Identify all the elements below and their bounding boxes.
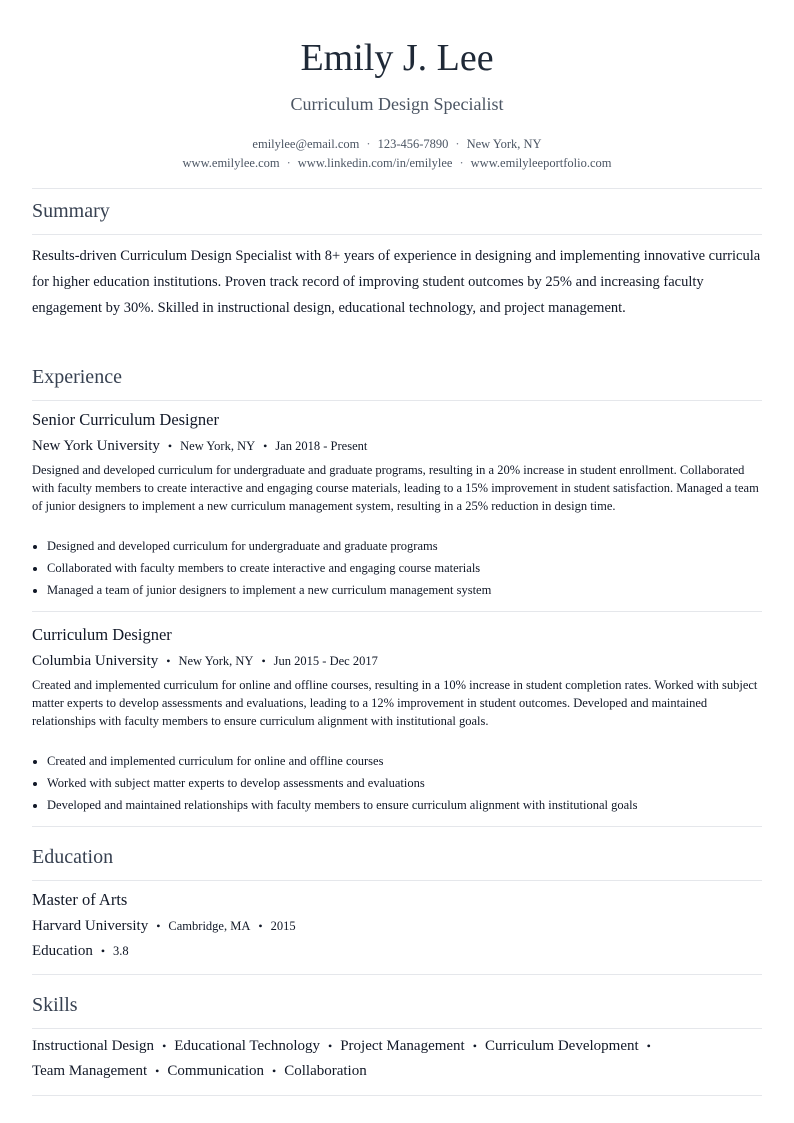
list-item: Developed and maintained relationships with faculty members to ensure curriculum alignment with institutional goals [32,794,762,816]
divider [32,234,762,235]
job-location: New York, NY [178,654,254,668]
field-of-study: Education [32,943,93,959]
candidate-name: Emily J. Lee [300,37,494,79]
candidate-title: Curriculum Design Specialist [290,94,504,114]
job-location: New York, NY [180,439,256,453]
job-bullets [32,750,762,816]
portfolio-link[interactable]: www.emilyleeportfolio.com [470,156,612,170]
separator-dot: • [472,1039,477,1053]
phone-text: 123-456-7890 [377,137,449,151]
website-link[interactable]: www.emilylee.com [182,156,280,170]
separator-dot: • [261,654,266,668]
job-dates: Jan 2018 - Present [275,439,368,453]
summary-heading: Summary [32,200,110,222]
skill-item: Team Management [32,1063,148,1079]
education-heading: Education [32,846,114,868]
experience-heading: Experience [32,366,122,388]
summary-text: Results-driven Curriculum Design Specialist with 8+ years of experience in designing and implementing innovative curricula for higher education institutions. Proven track record of improving student outcomes by 25% and increasing faculty engagement by 30%. Skilled in instructional design, educational technology, and project management. [32,248,761,316]
separator-dot: • [167,439,173,453]
separator-dot: · [455,137,460,151]
list-item: Collaborated with faculty members to create interactive and engaging course materials [32,557,762,579]
employer: Columbia University [32,653,159,669]
job-dates: Jun 2015 - Dec 2017 [273,654,378,668]
separator-dot: • [166,654,171,668]
list-item: Worked with subject matter experts to develop assessments and evaluations [32,772,762,794]
gpa: 3.8 [113,944,129,958]
separator-dot: • [155,1064,160,1078]
field-meta [32,941,129,961]
job-meta [32,651,378,671]
skill-item: Educational Technology [174,1038,320,1054]
list-item: Designed and developed curriculum for undergraduate and graduate programs [32,535,762,557]
separator-dot: • [258,919,263,933]
divider [32,400,762,401]
skills-list [32,1034,762,1084]
job-title: Senior Curriculum Designer [32,410,219,429]
separator-dot: • [156,919,161,933]
separator-dot: • [263,439,268,453]
skill-item: Collaboration [284,1063,367,1079]
divider [32,880,762,881]
separator-dot: · [286,156,291,170]
graduation-year: 2015 [270,919,296,933]
skill-item: Instructional Design [32,1038,155,1054]
employer: New York University [32,438,160,454]
job-title: Curriculum Designer [32,625,172,644]
job-meta [32,436,367,456]
separator-dot: · [459,156,464,170]
email-link[interactable]: emilylee@email.com [252,137,360,151]
separator-dot: • [162,1039,167,1053]
divider [32,188,762,189]
job-description: Created and implemented curriculum for online and offline courses, resulting in a 10% increase in student completion rates. Worked with subject matter experts to develop assessments and evaluations, leading to a 12% improvement in student outcomes. Developed and maintained relationships with faculty members to ensure curriculum alignment with institutional goals. [32,678,758,728]
skill-item: Curriculum Development [484,1038,639,1054]
separator-dot: • [327,1039,333,1053]
separator-dot: • [100,944,106,958]
divider [32,611,762,612]
divider [32,1028,762,1029]
skill-item: Project Management [340,1038,465,1054]
school-name: Harvard University [32,918,149,934]
list-item: Managed a team of junior designers to implement a new curriculum management system [32,579,762,601]
job-description: Designed and developed curriculum for undergraduate and graduate programs, resulting in a 20% increase in student enrollment. Collaborated with faculty members to create interactive and engaging course materials, leading to a 15% improvement in student satisfaction. Managed a team of junior designers to implement a new curriculum management system, resulting in a 25% reduction in design time. [32,463,759,513]
divider [32,1095,762,1096]
separator-dot: · [366,137,371,151]
contact-line-1 [32,135,762,153]
list-item: Created and implemented curriculum for online and offline courses [32,750,762,772]
separator-dot: • [646,1039,651,1053]
degree: Master of Arts [32,890,128,909]
skill-item: Communication [167,1063,265,1079]
linkedin-link[interactable]: www.linkedin.com/in/emilylee [297,156,453,170]
divider [32,826,762,827]
divider [32,974,762,975]
school-location: Cambridge, MA [168,919,251,933]
skills-heading: Skills [32,994,78,1016]
school-meta [32,916,296,936]
separator-dot: • [272,1064,277,1078]
location-text: New York, NY [466,137,542,151]
job-bullets [32,535,762,601]
contact-line-2 [32,154,762,172]
